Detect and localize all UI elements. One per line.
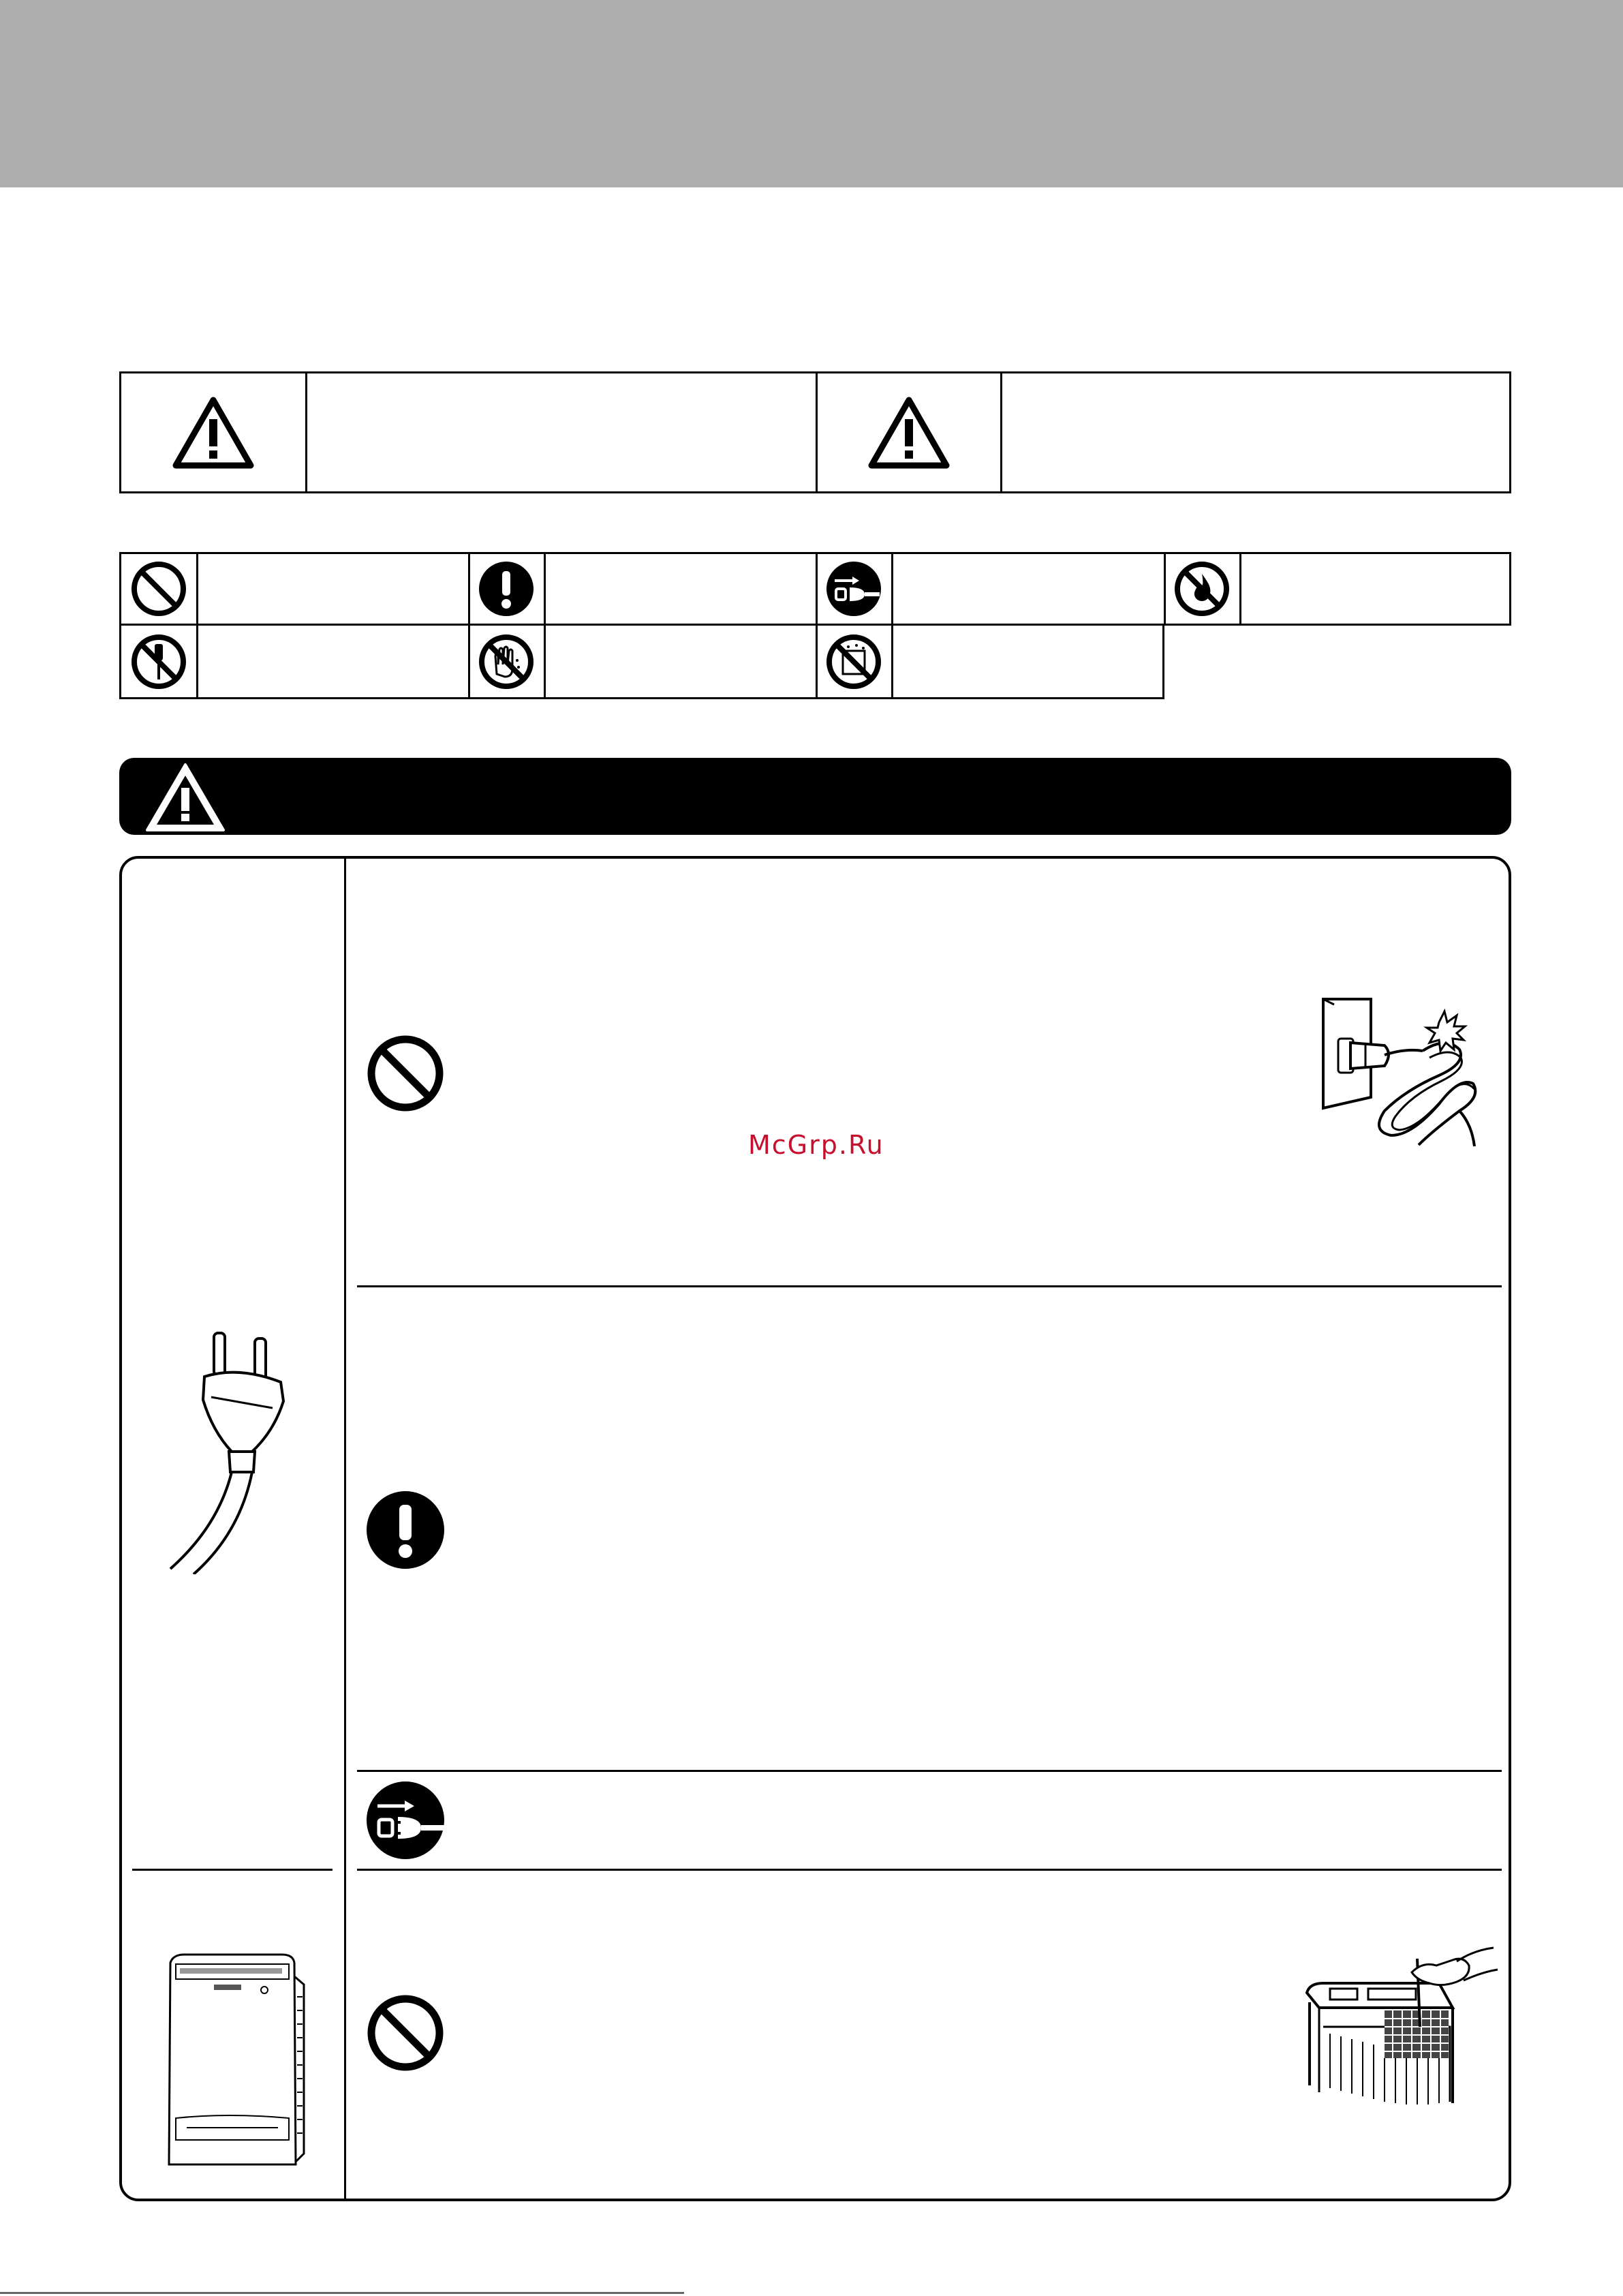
warning-triangle-icon xyxy=(121,373,305,491)
unplug-icon xyxy=(365,1780,446,1861)
pin-into-vent-illustration xyxy=(1303,1945,1500,2122)
bottom-edge-line xyxy=(0,2292,684,2294)
warning-triangle-icon xyxy=(143,759,228,834)
no-wet-hands-icon xyxy=(469,626,544,697)
caution-triangle-icon xyxy=(818,373,1000,491)
damaged-cord-illustration xyxy=(1303,995,1487,1152)
prohibited-icon xyxy=(365,1033,446,1114)
row-divider-1 xyxy=(357,1285,1502,1287)
warning-banner xyxy=(119,758,1511,835)
prohibited-icon xyxy=(121,554,196,624)
mandatory-exclamation-icon xyxy=(469,554,544,624)
keep-away-from-water-icon xyxy=(816,626,891,697)
air-purifier-illustration xyxy=(159,1949,309,2174)
signal-word-legend xyxy=(119,371,1511,493)
no-fire-icon xyxy=(1164,554,1239,624)
symbol-legend-row-2 xyxy=(119,624,1164,699)
prohibited-icon xyxy=(365,1993,446,2073)
watermark: McGrp.Ru xyxy=(748,1130,884,1160)
unplug-icon xyxy=(816,554,891,624)
left-column-divider xyxy=(132,1869,333,1871)
header-band xyxy=(0,0,1623,187)
row-divider-2 xyxy=(357,1770,1502,1772)
mandatory-exclamation-icon xyxy=(365,1490,446,1570)
power-plug-illustration xyxy=(164,1329,300,1574)
do-not-disassemble-icon xyxy=(121,626,196,697)
symbol-legend-row-1 xyxy=(119,552,1511,626)
row-divider-3 xyxy=(357,1869,1502,1871)
